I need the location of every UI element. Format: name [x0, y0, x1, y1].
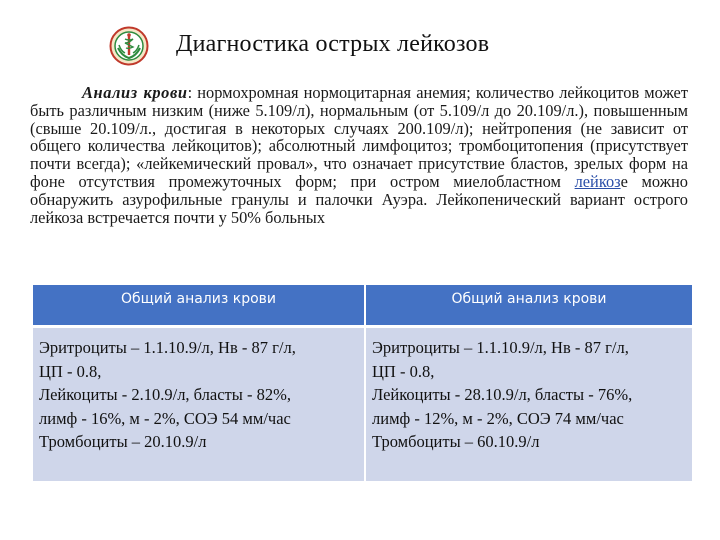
leukemia-link[interactable]: лейкоз [574, 171, 621, 191]
table-cell-case-1 [33, 328, 364, 481]
cell-line: Эритроциты – 1.1.10.9/л, Нв - 87 г/л, [39, 338, 296, 357]
blood-test-table [31, 285, 694, 481]
cell-line: Эритроциты – 1.1.10.9/л, Нв - 87 г/л, [372, 338, 629, 357]
blood-analysis-paragraph [30, 84, 688, 226]
cell-line: Тромбоциты – 60.10.9/л [372, 432, 540, 451]
column-header: Общий анализ крови [33, 285, 364, 328]
column-header: Общий анализ крови [366, 285, 692, 328]
paragraph-lead: Анализ крови [82, 83, 188, 102]
table-row [33, 328, 692, 481]
cell-line: Лейкоциты - 28.10.9/л, бласты - 76%, [372, 385, 633, 404]
paragraph-text-end: е можно обнаружить азурофильные гранулы и палочки Ауэра. Лейкопенический вариант острого лейкоза встречается почти у 50% больных [30, 171, 689, 227]
cell-line: лимф - 12%, м - 2%, СОЭ 74 мм/час [372, 408, 624, 428]
table-header-row [33, 285, 692, 328]
page-title: Диагностика острых лейкозов [176, 31, 490, 57]
cell-line: Тромбоциты – 20.10.9/л [39, 432, 207, 451]
table-cell-case-2 [366, 328, 692, 481]
cell-line: ЦП - 0.8, [372, 361, 435, 381]
cell-line: ЦП - 0.8, [39, 361, 102, 381]
cell-line: лимф - 16%, м - 2%, СОЭ 54 мм/час [39, 408, 291, 428]
cell-line: Лейкоциты - 2.10.9/л, бласты - 82%, [39, 385, 291, 404]
paragraph-text: : нормохромная нормоцитарная анемия; количество лейкоцитов может быть различным низким (ниже 5.109/л), нормальным (от 5.109/л до 20.109/л.), повышенным (свыше 20.109/л., достигая в некоторых случаях 200.109/л); нейтропения (не зависит от общего количества лейкоцитов); абсолютный лимфоцитоз; тромбоцитопения (присутствует почти всегда); «лейкемический провал», что означает присутствие бластов, зрелых форм на фоне отсутствия промежуточных форм; при остром миелобластном [30, 83, 688, 191]
